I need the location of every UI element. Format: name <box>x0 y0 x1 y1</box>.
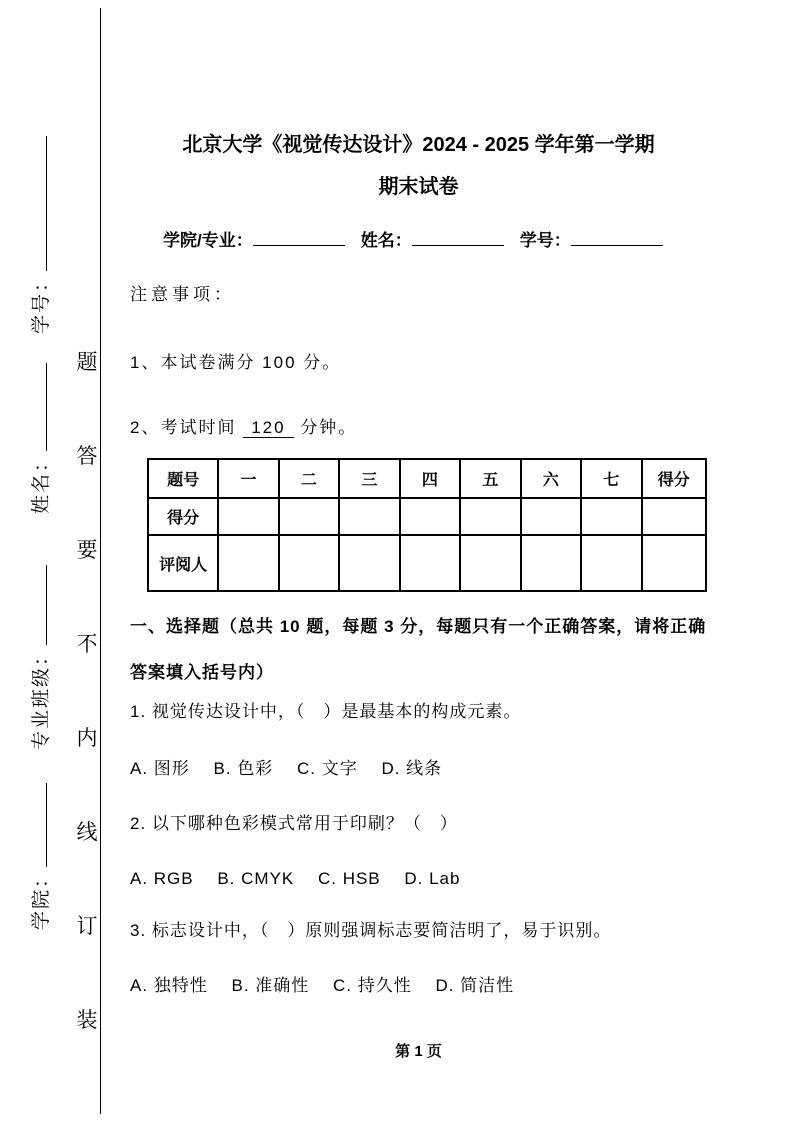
reviewer-cell <box>339 535 399 591</box>
exam-duration-value: 120 <box>243 418 293 438</box>
note-item-2-prefix: 2、考试时间 <box>130 418 237 437</box>
score-table-header-cell: 题号 <box>148 459 218 498</box>
seal-char: 订 <box>76 915 98 938</box>
seal-line-characters <box>74 346 100 1034</box>
score-cell <box>460 498 520 535</box>
seal-char: 内 <box>76 727 98 750</box>
notes-heading: 注意事项： <box>130 285 235 304</box>
margin-field-label: 专业班级： <box>31 644 52 750</box>
question-2-text: 2. 以下哪种色彩模式常用于印刷？（ ） <box>130 814 458 833</box>
score-table-header-row <box>148 459 706 498</box>
score-row-label: 得分 <box>148 498 218 535</box>
reviewer-cell <box>400 535 460 591</box>
margin-field-blank <box>26 363 47 451</box>
name-label: 姓名： <box>360 231 412 250</box>
score-table-header-cell: 六 <box>521 459 581 498</box>
score-table-header-cell: 得分 <box>642 459 706 498</box>
score-cell <box>521 498 581 535</box>
margin-field-blank <box>26 565 47 645</box>
margin-field-label: 学院： <box>31 866 52 930</box>
student-info-line <box>163 226 663 251</box>
question-3-text: 3. 标志设计中，（ ）原则强调标志要简洁明了，易于识别。 <box>130 921 612 940</box>
name-blank <box>412 228 504 246</box>
seal-char: 题 <box>76 351 98 374</box>
exam-content <box>130 0 707 1122</box>
note-item-1: 1、本试卷满分 100 分。 <box>130 353 342 372</box>
score-table-reviewer-row <box>148 535 706 591</box>
margin-field-class <box>26 565 52 750</box>
score-cell <box>218 498 278 535</box>
score-table-header-cell: 七 <box>581 459 641 498</box>
reviewer-cell <box>581 535 641 591</box>
id-label: 学号： <box>519 231 571 250</box>
score-table-header-cell: 一 <box>218 459 278 498</box>
id-blank <box>571 228 663 246</box>
reviewer-cell <box>642 535 706 591</box>
note-item-2-suffix: 分钟。 <box>300 418 358 437</box>
question-3-options: A. 独特性 B. 准确性 C. 持久性 D. 简洁性 <box>130 976 515 995</box>
score-table-score-row <box>148 498 706 535</box>
score-table-header-cell: 三 <box>339 459 399 498</box>
margin-field-college <box>26 783 52 930</box>
dept-label: 学院/专业： <box>163 231 253 250</box>
score-cell <box>279 498 339 535</box>
score-cell <box>339 498 399 535</box>
exam-title-line1: 北京大学《视觉传达设计》2024 - 2025 学年第一学期 <box>182 134 655 156</box>
note-item-2 <box>130 413 357 438</box>
seal-char: 不 <box>76 633 98 656</box>
margin-field-label: 姓名： <box>31 450 52 514</box>
exam-title-line2: 期末试卷 <box>378 176 459 198</box>
reviewer-row-label: 评阅人 <box>148 535 218 591</box>
reviewer-cell <box>521 535 581 591</box>
question-1-text: 1. 视觉传达设计中，（ ）是最基本的构成元素。 <box>130 702 522 721</box>
question-1-options: A. 图形 B. 色彩 C. 文字 D. 线条 <box>130 759 443 778</box>
margin-field-blank <box>26 136 47 271</box>
margin-field-label: 学号： <box>31 270 52 334</box>
score-table-header-cell: 五 <box>460 459 520 498</box>
reviewer-cell <box>218 535 278 591</box>
seal-char: 线 <box>76 821 98 844</box>
score-table-header-cell: 四 <box>400 459 460 498</box>
score-cell <box>581 498 641 535</box>
score-cell <box>642 498 706 535</box>
margin-field-blank <box>26 783 47 867</box>
margin-field-name <box>26 363 52 514</box>
seal-char: 要 <box>76 539 98 562</box>
reviewer-cell <box>460 535 520 591</box>
question-2-options: A. RGB B. CMYK C. HSB D. Lab <box>130 869 461 888</box>
reviewer-cell <box>279 535 339 591</box>
dept-blank <box>253 228 345 246</box>
seal-char: 答 <box>76 445 98 468</box>
page-number: 第 1 页 <box>395 1043 442 1060</box>
binding-margin-line <box>100 8 101 1114</box>
margin-field-student-id <box>26 136 52 334</box>
score-table <box>147 458 707 592</box>
seal-char: 装 <box>76 1009 98 1032</box>
score-table-header-cell: 二 <box>279 459 339 498</box>
score-cell <box>400 498 460 535</box>
section-1-heading: 一、选择题（总共 10 题，每题 3 分，每题只有一个正确答案，请将正确答案填入括号内） <box>130 617 707 682</box>
